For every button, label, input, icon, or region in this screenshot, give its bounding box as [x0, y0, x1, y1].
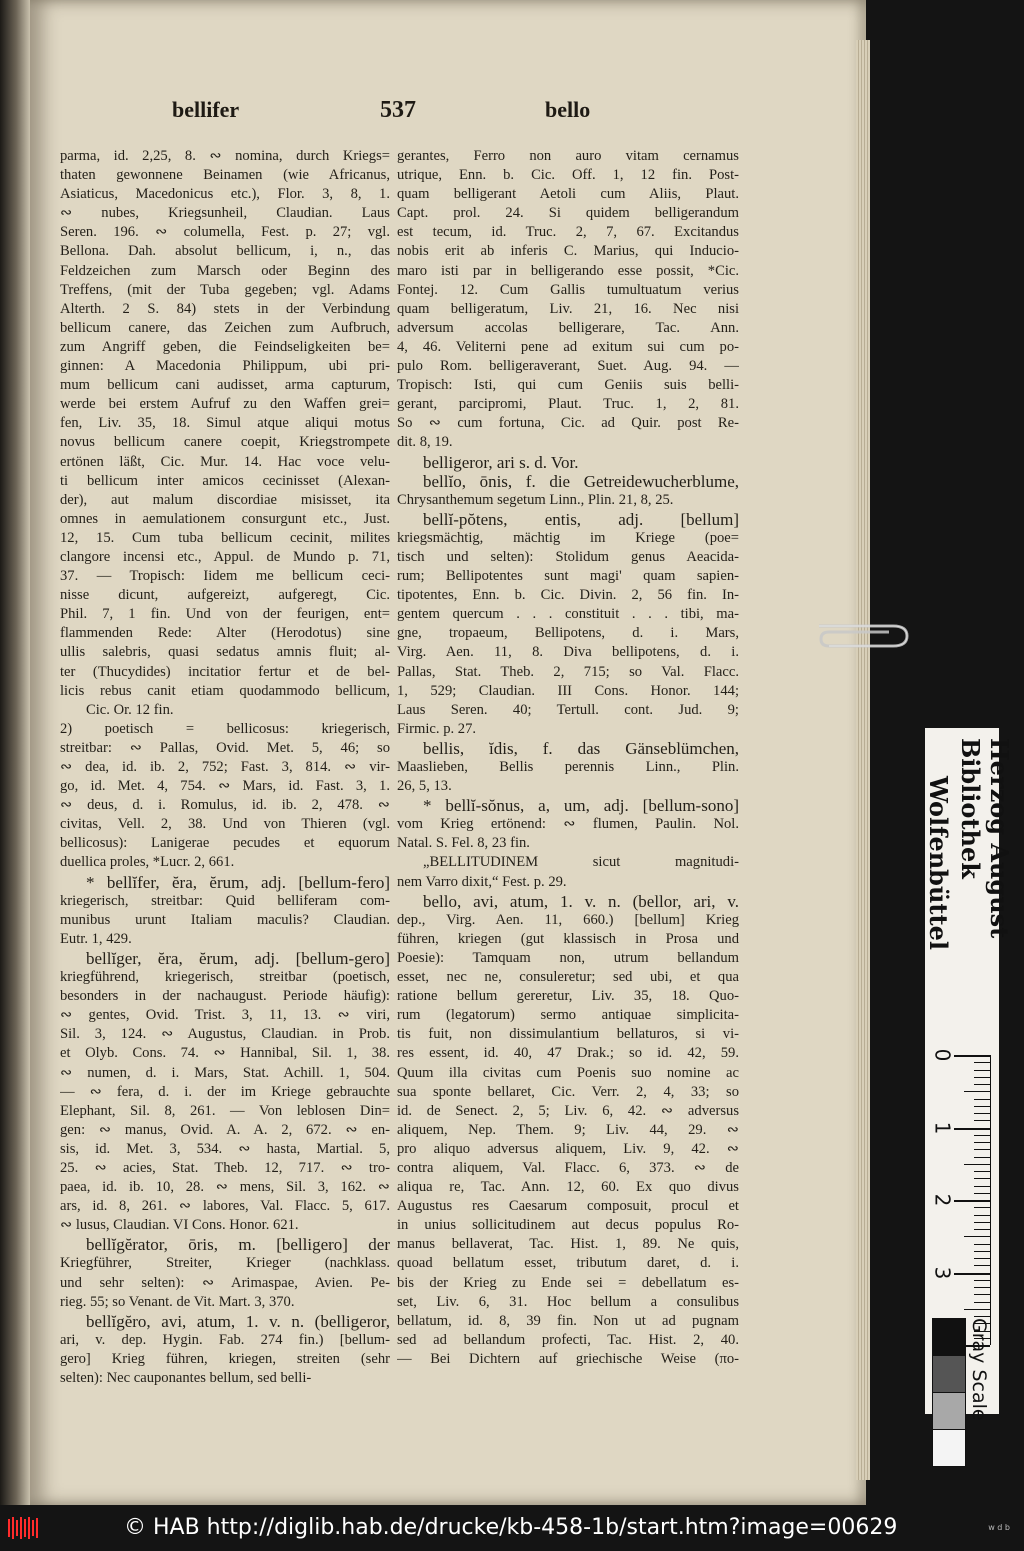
- ruler-tick: [974, 1251, 990, 1252]
- text-line: est tecum, id. Truc. 2, 7, 67. Excitandus: [397, 224, 739, 241]
- text-line: Natal. S. Fel. 8, 23 fin.: [397, 835, 530, 852]
- text-line: bellis, ĭdis, f. das Gänseblümchen,: [423, 738, 739, 758]
- ruler-tick: [974, 1244, 990, 1245]
- text-line: quam belligerant Aetoli cum Aliis, Plaut.: [397, 186, 739, 203]
- text-line: gero] Krieg führen, kriegen, streiten (sehr: [60, 1350, 390, 1367]
- ruler-tick: [974, 1186, 990, 1187]
- text-line: Elephant, Sil. 8, 261. — Von leblosen Din=: [60, 1102, 390, 1119]
- text-line: Laus Seren. 40; Tertull. cont. Jud. 9;: [397, 701, 739, 718]
- text-line: novus bellicum canere coepit, Kriegstrompete: [60, 434, 390, 451]
- text-line: bellĭgĕrator, ōris, m. [belligero] der: [86, 1235, 390, 1255]
- text-line: kriegführend, kriegerisch, streitbar (poetisch,: [60, 969, 390, 986]
- text-line: paea, id. ib. 10, 28. ∾ mens, Sil. 3, 162. ∾: [60, 1179, 390, 1196]
- text-line: Augustus res Caesarum composuit, procul et: [397, 1198, 739, 1215]
- text-line: ∾ lusus, Claudian. VI Cons. Honor. 621.: [60, 1217, 299, 1234]
- ruler-number: 1: [930, 1121, 955, 1134]
- text-line: pro aliquo adversus aliquem, Liv. 9, 42. ∾: [397, 1140, 739, 1157]
- text-line: bellĭ-pŏtens, entis, adj. [bellum]: [423, 509, 739, 529]
- ruler-tick: [974, 1280, 990, 1281]
- text-line: Poesie): Tamquam non, utrum bellandum: [397, 949, 739, 966]
- text-line: — Bei Dichtern auf griechische Weise (πο-: [397, 1350, 739, 1367]
- ruler-tick: [974, 1135, 990, 1136]
- text-line: bellicosus): Lanigerae pecudes et equorum: [60, 835, 390, 852]
- text-line: ∾ dea, id. ib. 2, 752; Fast. 3, 814. ∾ vir-: [60, 759, 390, 775]
- text-line: sed ad bellandum profecti, Tac. Hist. 2, 40.: [397, 1331, 739, 1348]
- ruler-number: 2: [930, 1193, 955, 1207]
- text-line: Asiaticus, Macedonicus etc.), Flor. 3, 8, 1.: [60, 186, 390, 203]
- text-line: ∾ nubes, Kriegsunheil, Claudian. Laus: [60, 205, 390, 222]
- text-line: bellĭger, ĕra, ĕrum, adj. [bellum-gero]: [86, 948, 390, 968]
- text-line: streitbar: ∾ Pallas, Ovid. Met. 5, 46; so: [60, 739, 390, 756]
- ruler-tick: [974, 1294, 990, 1295]
- text-line: utrique, Enn. b. Cic. Off. 1, 12 fin. Post-: [397, 167, 739, 184]
- ruler-tick: [974, 1229, 990, 1230]
- page-stack-edge: [856, 40, 870, 1480]
- text-line: sua sponte bellaret, Cic. Verr. 2, 4, 33; so: [397, 1083, 739, 1100]
- text-line: führen, kriegen (gut klassisch in Prosa und: [397, 930, 739, 947]
- text-line: Sil. 3, 124. ∾ Augustus, Claudian. in Prob.: [60, 1026, 390, 1043]
- copyright-url-text: © HAB http://diglib.hab.de/drucke/kb-458-1b/start.htm?image=00629: [124, 1515, 898, 1540]
- ruler-tick: [974, 1070, 990, 1071]
- text-line: Eutr. 1, 429.: [60, 930, 132, 947]
- ruler-title-line1: Herzog August Bibliothek: [956, 738, 1014, 939]
- gray-swatch: [932, 1318, 966, 1356]
- text-line: gne, tropaeum, Bellipotens, d. i. Mars,: [397, 625, 739, 642]
- text-line: werde bei erstem Aufruf zu den Waffen grei=: [60, 396, 390, 413]
- ruler-tick: [954, 1200, 990, 1202]
- text-line: ∾ deus, d. i. Romulus, id. ib. 2, 478. ∾: [60, 797, 390, 814]
- hab-logo-icon: [8, 1517, 38, 1539]
- text-line: gerantes, Ferro non auro vitam cernamus: [397, 148, 739, 164]
- text-line: bellĭo, ōnis, f. die Getreidewucherblume,: [423, 471, 739, 491]
- text-line: rieg. 55; so Venant. de Vit. Mart. 3, 370.: [60, 1293, 295, 1310]
- text-line: Seren. 196. ∾ columella, Fest. p. 27; vgl.: [60, 224, 390, 241]
- text-line: Feldzeichen zum Marsch oder Beginn des: [60, 262, 390, 279]
- text-line: quam belligeratum, Liv. 21, 16. Nec nisi: [397, 300, 739, 317]
- ruler-tick: [974, 1157, 990, 1158]
- ruler-tick: [974, 1193, 990, 1194]
- ruler-tick: [964, 1236, 990, 1237]
- text-line: pulo Rom. belligeraverant, Suet. Aug. 94. —: [397, 358, 739, 375]
- running-head-left: bellifer: [172, 97, 240, 122]
- text-line: Virg. Aen. 11, 8. Diva bellipotens, d. i.: [397, 644, 739, 661]
- text-line: omnes in aemulationem consurgunt etc., Just.: [60, 510, 390, 527]
- footer-bar: [0, 1505, 1024, 1551]
- text-line: ter (Thucydides) incitatior fertur et de bel-: [60, 663, 390, 680]
- text-line: der), aut malum discordiae misisset, ita: [60, 491, 390, 508]
- text-line: 25. ∾ acies, Stat. Theb. 12, 717. ∾ tro-: [60, 1159, 390, 1176]
- text-line: ginnen: A Macedonia Philippum, ubi pri-: [60, 358, 390, 375]
- text-line: dep., Virg. Aen. 11, 660.) [bellum] Krieg: [397, 911, 739, 928]
- text-line: quoad bellatum esset, tributum daret, d. i.: [397, 1255, 739, 1272]
- text-line: dit. 8, 19.: [397, 434, 453, 451]
- text-line: sis, id. Met. 3, 534. ∾ hasta, Martial. 5,: [60, 1140, 390, 1157]
- text-line: 26, 5, 13.: [397, 778, 452, 795]
- text-line: rum; Bellipotentes sunt magi' quam sapien-: [397, 568, 739, 585]
- text-line: Capt. prol. 24. Si quidem belligerandum: [397, 205, 739, 222]
- ruler-tick: [974, 1113, 990, 1114]
- text-line: 12, 15. Cum tuba bellicum cecinit, milites: [60, 529, 390, 546]
- ruler-tick: [964, 1091, 990, 1092]
- text-line: selten): Nec cauponantes bellum, sed belli-: [60, 1370, 312, 1386]
- ruler-tick: [974, 1215, 990, 1216]
- text-line: thaten gewonnene Beinamen (wie Africanus,: [60, 167, 390, 184]
- ruler-title: [920, 738, 1014, 1058]
- ruler-tick: [964, 1309, 990, 1310]
- ruler-tick: [954, 1273, 990, 1275]
- text-line: duellica proles, *Lucr. 2, 661.: [60, 854, 235, 871]
- gray-swatch: [932, 1392, 966, 1430]
- text-line: contra aliquem, Val. Flacc. 6, 373. ∾ de: [397, 1159, 739, 1176]
- text-line: * bellĭfer, ĕra, ĕrum, adj. [bellum-fero]: [86, 872, 390, 892]
- text-line: Kriegführer, Streiter, Krieger (nachklass.: [60, 1255, 390, 1272]
- text-line: licis rebus canit etiam quodammodo bellicum,: [60, 682, 390, 699]
- text-line: bello, avi, atum, 1. v. n. (bellor, ari, v.: [423, 891, 739, 911]
- text-line: et Olyb. Cons. 74. ∾ Hannibal, Sil. 1, 38.: [60, 1045, 390, 1062]
- gray-scale-label: Gray Scale: [968, 1318, 990, 1421]
- text-line: nobis erit ab inferis C. Marius, qui Inducio-: [397, 243, 739, 260]
- text-line: — ∾ fera, d. i. der im Kriege gebrauchte: [60, 1083, 390, 1100]
- text-line: 2) poetisch = bellicosus: kriegerisch,: [60, 720, 390, 737]
- text-line: flammenden Rede: Alter (Herodotus) sine: [60, 625, 390, 642]
- text-line: bellicum canere, das Zeichen zum Aufbruch,: [60, 319, 390, 336]
- ruler-tick: [974, 1142, 990, 1143]
- text-line: Firmic. p. 27.: [397, 720, 477, 737]
- text-line: ∾ gentes, Ovid. Trist. 3, 11, 13. ∾ viri,: [60, 1007, 390, 1024]
- text-line: Pallas, Stat. Theb. 2, 715; so Val. Flacc.: [397, 663, 739, 680]
- ruler-tick: [974, 1171, 990, 1172]
- text-line: tisch und selten): Stolidum genus Aeacida-: [397, 548, 739, 565]
- gray-swatch: [932, 1429, 966, 1467]
- ruler-tick: [974, 1062, 990, 1063]
- text-line: 1, 529; Claudian. III Cons. Honor. 144;: [397, 682, 739, 699]
- text-line: rum (legatorum) sermo antiquae simplicita-: [397, 1007, 739, 1024]
- text-line: So ∾ cum fortuna, Cic. ad Quir. post Re-: [397, 415, 739, 432]
- text-line: kriegsmächtig, mächtig im Kriege (poe=: [397, 529, 739, 546]
- page-number: 537: [380, 97, 416, 123]
- text-line: ertönen läßt, Cic. Mur. 14. Hac voce velu-: [60, 453, 390, 470]
- text-line: parma, id. 2,25, 8. ∾ nomina, durch Kriegs=: [60, 148, 390, 164]
- running-head-right: bello: [545, 97, 591, 122]
- ruler-tick: [974, 1084, 990, 1085]
- footer-mark: w d b: [988, 1523, 1010, 1532]
- text-line: manus bellaverat, Tac. Hist. 1, 89. Ne quis,: [397, 1236, 739, 1253]
- text-line: aliqua re, Tac. Ann. 12, 60. Ex quo divus: [397, 1179, 739, 1196]
- text-line: Cic. Or. 12 fin.: [86, 701, 174, 718]
- text-line: und sehr selten): ∾ Arimaspae, Avien. Pe-: [60, 1274, 390, 1291]
- ruler-number: 0: [930, 1048, 955, 1062]
- ruler-title-line2: Wolfenbüttel: [924, 776, 953, 950]
- ruler-number: 3: [930, 1266, 955, 1279]
- ruler-tick: [974, 1120, 990, 1121]
- text-line: set, Liv. 6, 31. Hoc bellum a consulibus: [397, 1293, 739, 1310]
- paper-clip: [815, 612, 911, 660]
- ruler-tick: [974, 1178, 990, 1179]
- text-line: tis fuit, non dissimulantium bellaturos, si vi-: [397, 1026, 739, 1043]
- text-line: Maaslieben, Bellis perennis Linn., Plin.: [397, 759, 739, 775]
- ruler-tick: [974, 1302, 990, 1303]
- text-line: nem Varro dixit,“ Fest. p. 29.: [397, 873, 567, 890]
- text-line: gentem quercum . . . constituit . . . tibi, ma-: [397, 606, 739, 623]
- text-line: clangore incensi etc., Appul. de Mundo p. 71,: [60, 548, 390, 565]
- text-line: adversum accolas belligerare, Tac. Ann.: [397, 319, 739, 336]
- ruler-tick: [974, 1106, 990, 1107]
- text-line: fen, Liv. 35, 18. Simul atque aliqui motus: [60, 415, 390, 432]
- text-line: Bellona. Dah. absolut bellicum, i, n., das: [60, 243, 390, 260]
- text-line: bellatum, id. 8, 39 fin. Non ut ad pugnam: [397, 1312, 739, 1329]
- ruler-tick: [954, 1128, 990, 1130]
- text-line: munibus urunt Italiam maculis? Claudian.: [60, 911, 390, 928]
- text-column-right: [397, 147, 739, 1369]
- text-line: Quum illa civitas cum Poenis suo nomine ac: [397, 1064, 739, 1081]
- text-line: gen: ∾ manus, Ovid. A. A. 2, 672. ∾ en-: [60, 1121, 390, 1138]
- ruler-baseline: [990, 1055, 991, 1345]
- text-line: ti bellicum inter amicos cecinisset (Alexan-: [60, 472, 390, 489]
- ruler-tick: [974, 1099, 990, 1100]
- text-line: id. de Senect. 2, 5; Liv. 6, 42. ∾ adversus: [397, 1102, 739, 1119]
- text-line: zum Angriff geben, die Feindseligkeiten be=: [60, 338, 390, 355]
- text-line: besonders in der nachaugust. Periode häufig):: [60, 988, 390, 1005]
- text-line: go, id. Met. 4, 754. ∾ Mars, id. Fast. 3, 1.: [60, 778, 390, 795]
- text-line: nisse dicunt, aufgereizt, aufgeregt, Cic.: [60, 587, 390, 604]
- text-line: esset, nec ne, consuleretur; sed ubi, et qua: [397, 969, 739, 986]
- ruler-tick: [974, 1149, 990, 1150]
- text-line: civitas, Vell. 2, 38. Und von Thieren (vgl.: [60, 816, 390, 833]
- text-line: belligeror, ari s. d. Vor.: [423, 452, 579, 472]
- text-line: Phil. 7, 1 fin. Und von der feurigen, ent=: [60, 606, 390, 623]
- text-line: ari, v. dep. Hygin. Fab. 274 fin.) [bellum-: [60, 1331, 390, 1348]
- text-line: bis der Krieg zu Ende sei = debellatum es-: [397, 1274, 739, 1291]
- text-line: „BELLITUDINEM sicut magnitudi-: [423, 854, 739, 871]
- text-line: aliquem, Nep. Them. 9; Liv. 44, 29. ∾: [397, 1121, 739, 1138]
- ruler-tick: [964, 1164, 990, 1165]
- ruler-tick: [954, 1055, 990, 1057]
- text-line: in unius sollicitudinem aut decus populus Ro-: [397, 1217, 739, 1234]
- text-line: ars, id. 8, 261. ∾ labores, Val. Flacc. 5, 617.: [60, 1198, 390, 1215]
- gray-swatch: [932, 1355, 966, 1393]
- text-line: tipotentes, Enn. b. Cic. Divin. 2, 56 fin. In-: [397, 587, 739, 604]
- text-line: maro isti par in belligerando esse possit, *Cic.: [397, 262, 739, 279]
- text-line: res essent, id. 40, 47 Drak.; so id. 42, 59.: [397, 1045, 739, 1062]
- text-line: Alterth. 2 S. 84) stets in der Verbindung: [60, 300, 390, 317]
- text-line: Fontej. 12. Cum Gallis tumultuatum verius: [397, 281, 739, 298]
- ruler-tick: [974, 1258, 990, 1259]
- text-line: * bellĭ-sŏnus, a, um, adj. [bellum-sono]: [423, 796, 739, 816]
- text-line: ullis salebris, quasi sedatus amnis fluit; al-: [60, 644, 390, 661]
- ruler-tick: [974, 1207, 990, 1208]
- text-line: Treffens, (mit der Tuba gegeben; vgl. Adams: [60, 281, 390, 298]
- text-line: gerant, parcipromi, Plaut. Truc. 1, 2, 81.: [397, 396, 739, 413]
- text-line: vom Krieg ertönend: ∾ flumen, Paulin. Nol.: [397, 816, 739, 833]
- text-line: ratione bellum gereretur, Liv. 35, 18. Quo-: [397, 988, 739, 1005]
- ruler-tick: [974, 1222, 990, 1223]
- text-column-left: [60, 147, 390, 1388]
- ruler-tick: [974, 1077, 990, 1078]
- text-line: ∾ numen, d. i. Mars, Stat. Achill. 1, 504.: [60, 1064, 390, 1081]
- text-line: Tropisch: Isti, qui cum Geniis suis belli-: [397, 377, 739, 394]
- ruler-tick: [974, 1316, 990, 1317]
- ruler-tick: [974, 1287, 990, 1288]
- text-line: mum bellicum cani audisset, arma capturum,: [60, 377, 390, 394]
- text-line: kriegerisch, streitbar: Quid belliferam com-: [60, 892, 390, 909]
- text-line: 4, 46. Veliterni pene ad exitum sui cum po-: [397, 338, 739, 355]
- text-line: bellĭgĕro, avi, atum, 1. v. n. (belligeror,: [86, 1311, 390, 1331]
- text-line: Chrysanthemum segetum Linn., Plin. 21, 8, 25.: [397, 491, 674, 508]
- text-line: 37. — Tropisch: Iidem me bellicum ceci-: [60, 568, 390, 585]
- ruler-tick: [974, 1265, 990, 1266]
